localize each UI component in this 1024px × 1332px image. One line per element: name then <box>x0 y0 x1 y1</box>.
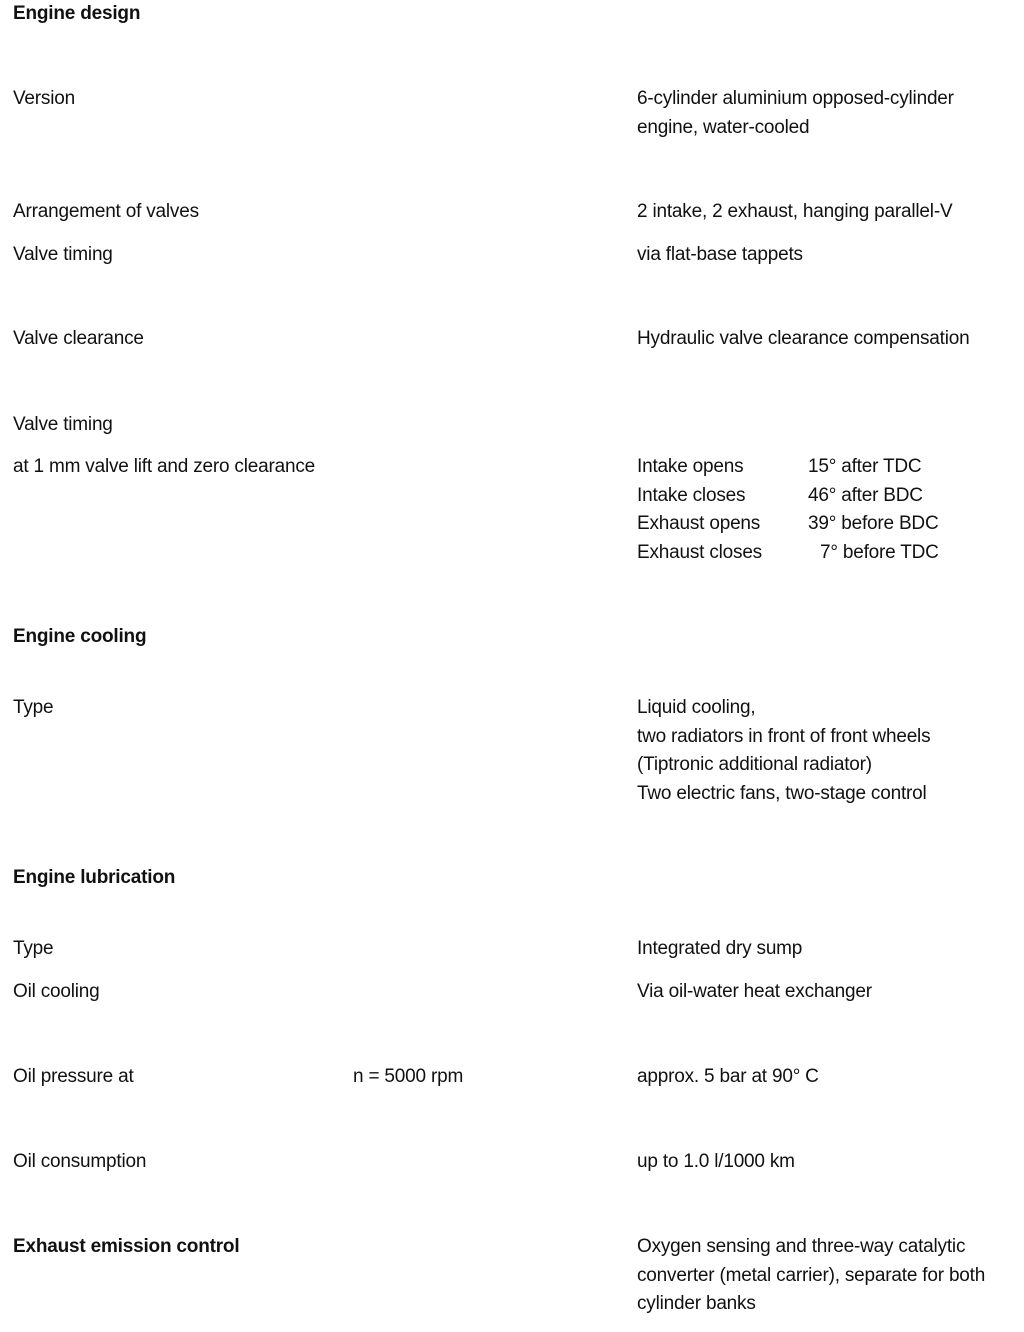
arrangement-of-valves-value: 2 intake, 2 exhaust, hanging parallel-V <box>637 201 953 222</box>
valve-timing-row <box>637 510 939 539</box>
cooling-type-line: Two electric fans, two-stage control <box>637 782 927 804</box>
version-value <box>637 85 954 142</box>
valve-timing-value: 15° after TDC <box>808 456 922 477</box>
cooling-type-label: Type <box>13 697 54 718</box>
version-value-line: 6-cylinder aluminium opposed-cylinder <box>637 88 954 109</box>
exhaust-emission-control-value <box>637 1233 985 1319</box>
section-heading-engine-cooling: Engine cooling <box>13 626 147 647</box>
oil-cooling-value: Via oil-water heat exchanger <box>637 981 872 1002</box>
lubrication-type-value: Integrated dry sump <box>637 938 803 959</box>
cooling-type-line: two radiators in front of front wheels <box>637 725 931 747</box>
valve-timing-label: Valve timing <box>13 414 113 435</box>
cooling-type-value <box>637 694 930 808</box>
valve-clearance-label: Valve clearance <box>13 328 144 349</box>
valve-timing-row <box>637 453 939 482</box>
oil-pressure-condition: n = 5000 rpm <box>353 1066 464 1087</box>
valve-timing-table <box>637 453 939 567</box>
lubrication-type-label: Type <box>13 938 54 959</box>
valve-timing-event: Exhaust closes <box>637 541 762 563</box>
exhaust-emission-line: cylinder banks <box>637 1293 756 1314</box>
oil-consumption-label: Oil consumption <box>13 1151 147 1172</box>
cooling-type-line: (Tiptronic additional radiator) <box>637 754 872 775</box>
cooling-type-line: Liquid cooling, <box>637 697 756 718</box>
valve-timing-value: 39° before BDC <box>808 513 939 534</box>
section-heading-engine-lubrication: Engine lubrication <box>13 867 176 888</box>
valve-timing-drive-label: Valve timing <box>13 244 113 265</box>
section-heading-exhaust-emission-control: Exhaust emission control <box>13 1236 240 1257</box>
oil-consumption-value: up to 1.0 l/1000 km <box>637 1151 795 1172</box>
section-heading-engine-design: Engine design <box>13 3 141 24</box>
valve-timing-event: Intake opens <box>637 456 744 477</box>
valve-timing-condition: at 1 mm valve lift and zero clearance <box>13 456 316 477</box>
valve-timing-event: Intake closes <box>637 484 746 506</box>
valve-timing-value: 46° after BDC <box>808 484 923 506</box>
exhaust-emission-line: converter (metal carrier), separate for both <box>637 1264 986 1286</box>
oil-pressure-value: approx. 5 bar at 90° C <box>637 1066 819 1087</box>
oil-pressure-label: Oil pressure at <box>13 1066 134 1087</box>
exhaust-emission-line: Oxygen sensing and three-way catalytic <box>637 1236 966 1257</box>
valve-timing-drive-value: via flat-base tappets <box>637 244 803 265</box>
version-value-line: engine, water-cooled <box>637 116 810 138</box>
valve-timing-value: 7° before TDC <box>820 541 939 563</box>
arrangement-of-valves-label: Arrangement of valves <box>13 201 199 222</box>
valve-timing-row <box>637 482 939 511</box>
valve-timing-row <box>637 539 939 568</box>
oil-cooling-label: Oil cooling <box>13 981 100 1002</box>
version-label: Version <box>13 88 75 109</box>
valve-timing-event: Exhaust opens <box>637 513 761 534</box>
valve-clearance-value: Hydraulic valve clearance compensation <box>637 328 970 349</box>
